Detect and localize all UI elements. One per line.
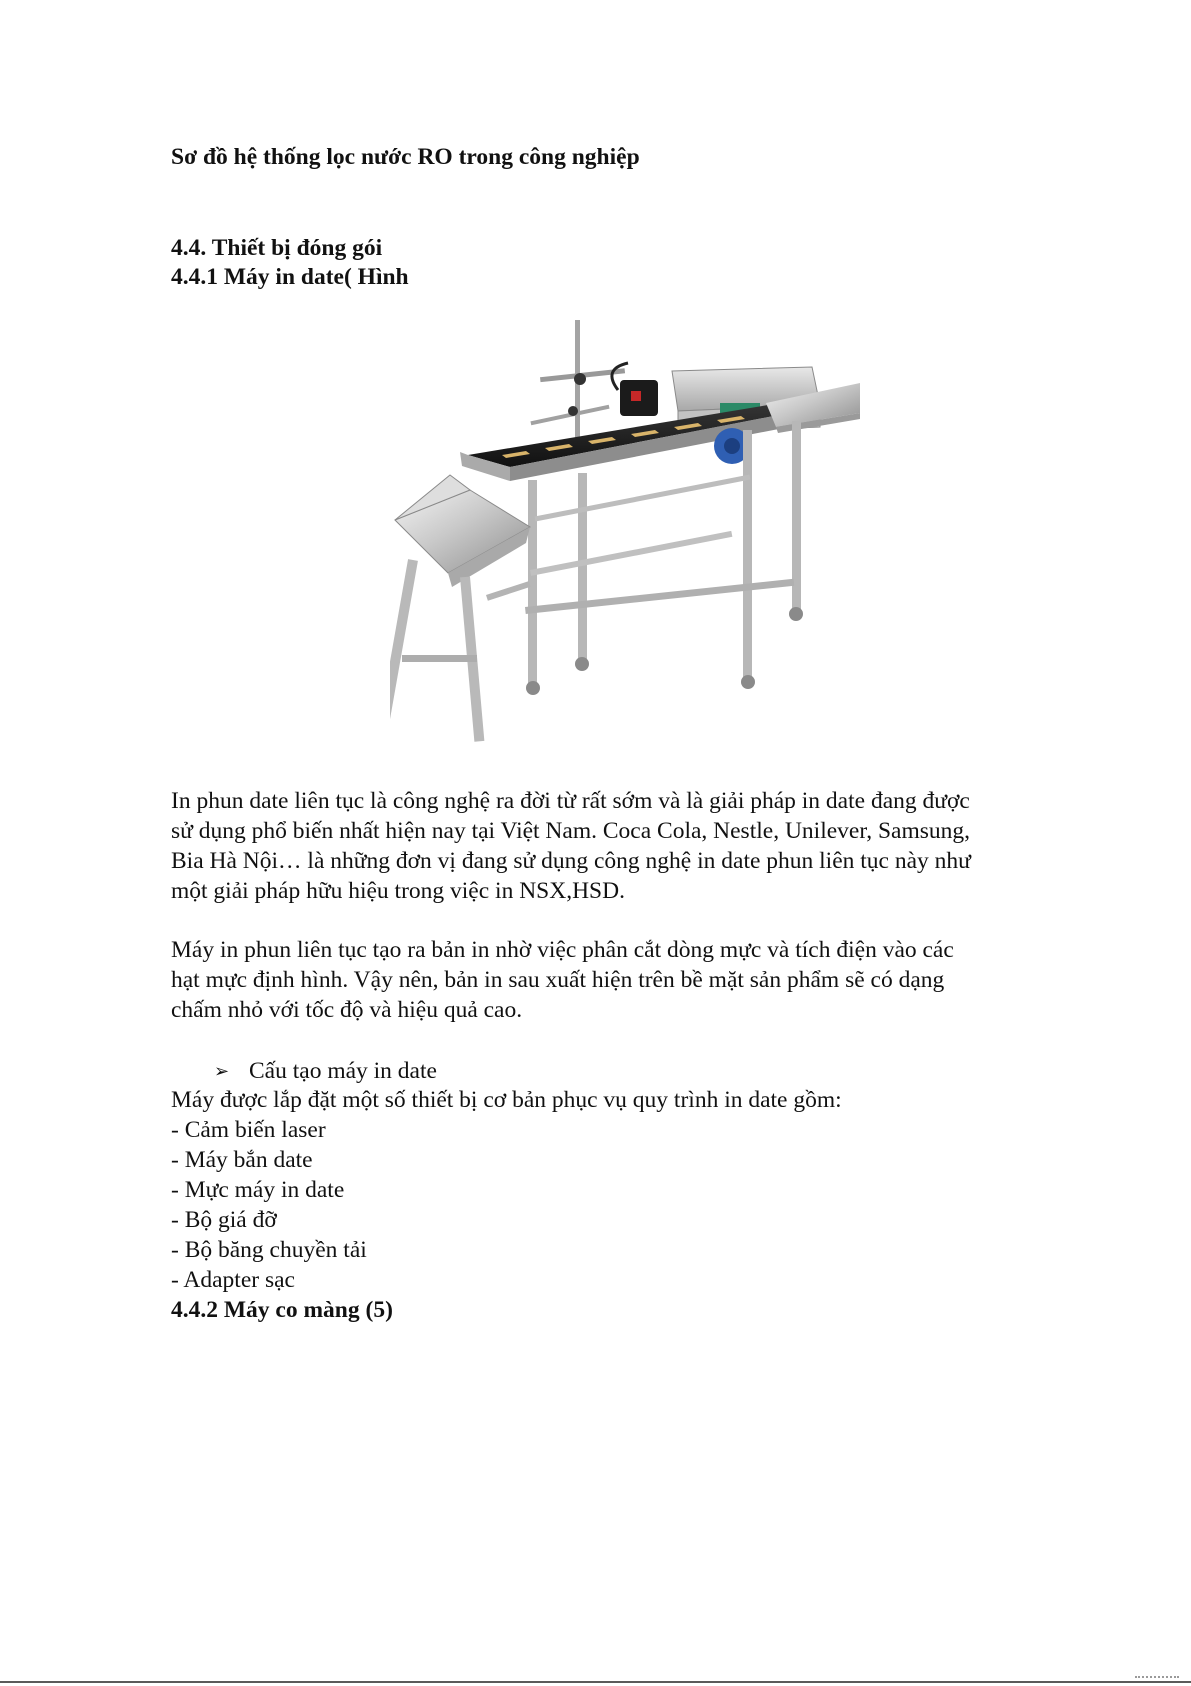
component-item: - Máy bắn date — [171, 1147, 313, 1173]
section-heading-4-4: 4.4. Thiết bị đóng gói — [171, 235, 383, 261]
bullet-cau-tao — [214, 1056, 437, 1087]
component-item: - Adapter sạc — [171, 1267, 295, 1293]
paragraph-2-line: Máy in phun liên tục tạo ra bản in nhờ việc phân cắt dòng mực và tích điện vào các — [171, 937, 954, 963]
paragraph-1-line: Bia Hà Nội… là những đơn vị đang sử dụng công nghệ in date phun liên tục này như — [171, 848, 971, 874]
section-heading-4-4-2: 4.4.2 Máy co màng (5) — [171, 1297, 393, 1323]
paragraph-2 — [171, 935, 1071, 1025]
section-heading-4-4-1: 4.4.1 Máy in date( Hình — [171, 264, 409, 290]
paragraph-2-line: chấm nhỏ với tốc độ và hiệu quả cao. — [171, 997, 523, 1023]
arrow-bullet-icon: ➢ — [214, 1061, 230, 1082]
component-item: - Bộ giá đỡ — [171, 1207, 277, 1233]
components-intro: Máy được lắp đặt một số thiết bị cơ bản phục vụ quy trình in date gồm: — [171, 1087, 842, 1113]
paragraph-1-line: In phun date liên tục là công nghệ ra đời từ rất sớm và là giải pháp in date đang được — [171, 788, 970, 814]
component-item: - Bộ băng chuyền tải — [171, 1237, 367, 1263]
paragraph-2-line: hạt mực định hình. Vậy nên, bản in sau xuất hiện trên bề mặt sản phẩm sẽ có dạng — [171, 967, 945, 993]
bottom-border-line — [0, 1681, 1191, 1683]
figure-caption-heading: Sơ đồ hệ thống lọc nước RO trong công nghiệp — [171, 144, 640, 170]
date-printer-machine-icon — [390, 315, 860, 753]
component-item: - Mực máy in date — [171, 1177, 345, 1203]
paragraph-1-line: một giải pháp hữu hiệu trong việc in NSX,HSD. — [171, 878, 625, 904]
bullet-heading: Cấu tạo máy in date — [249, 1058, 437, 1084]
component-item: - Cảm biến laser — [171, 1117, 326, 1143]
paragraph-1 — [171, 786, 1071, 906]
paragraph-1-line: sử dụng phổ biến nhất hiện nay tại Việt Nam. Coca Cola, Nestle, Unilever, Samsung, — [171, 818, 971, 844]
